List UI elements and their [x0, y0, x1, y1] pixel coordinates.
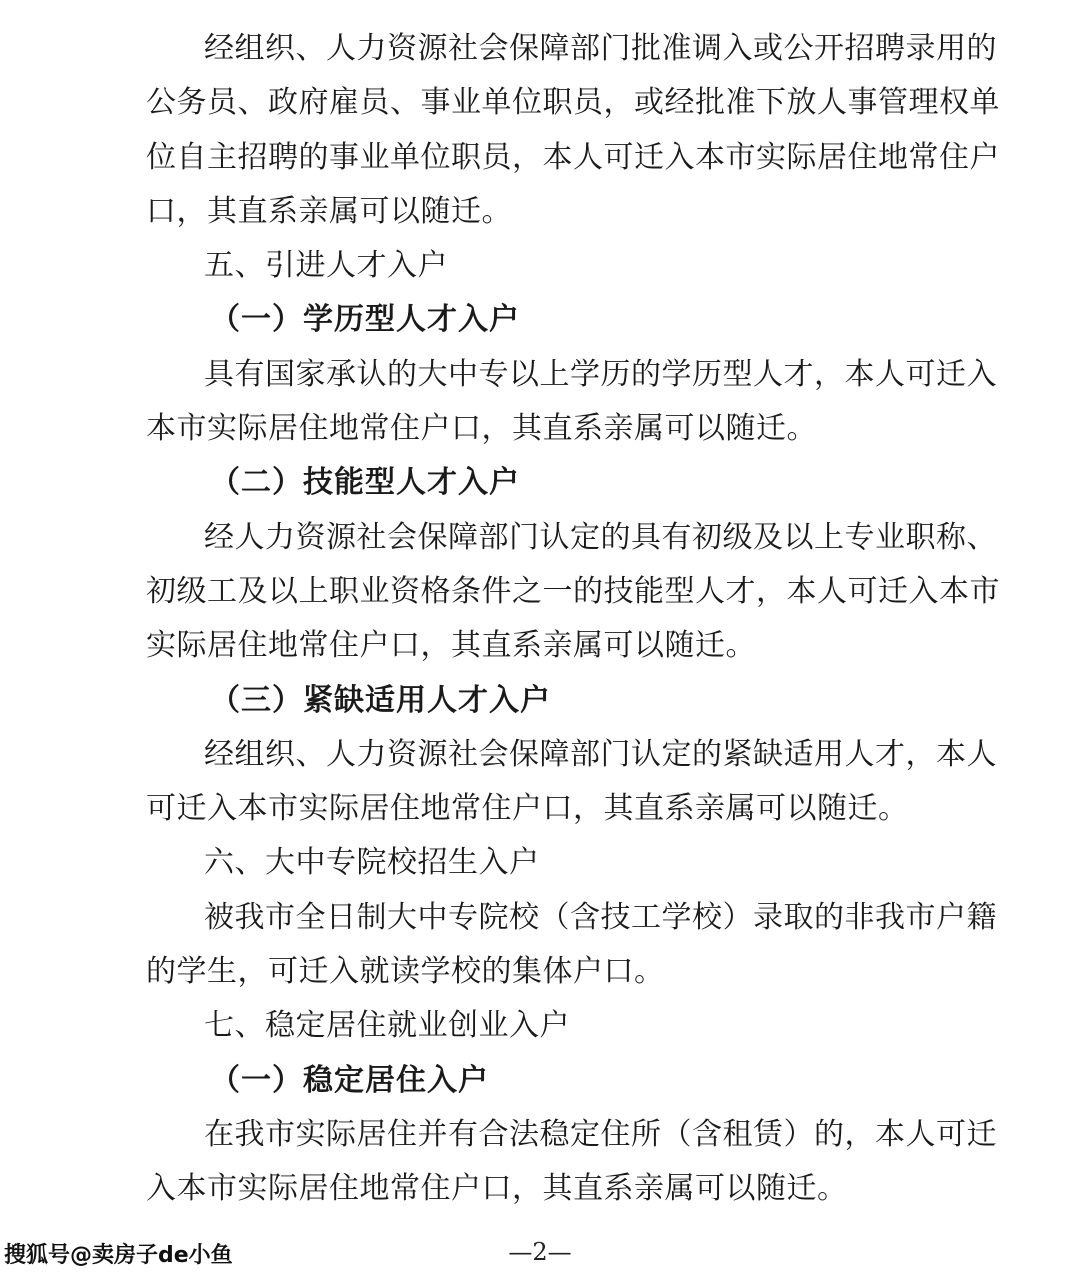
paragraph-line: 经组织、人力资源社会保障部门批准调入或公开招聘录用的 — [204, 31, 997, 66]
paragraph-line: 可迁入本市实际居住地常住户口，其直系亲属可以随迁。 — [146, 791, 909, 827]
paragraph-line: 入本市实际居住地常住户口，其直系亲属可以随迁。 — [146, 1171, 848, 1207]
paragraph-line: 本市实际居住地常住户口，其直系亲属可以随迁。 — [146, 411, 817, 447]
paragraph-line: 经组织、人力资源社会保障部门认定的紧缺适用人才，本人 — [204, 736, 997, 772]
subsection-heading: （三）紧缺适用人才入户 — [210, 682, 551, 718]
paragraph-line: 初级工及以上职业资格条件之一的技能型人才，本人可迁入本市 — [146, 573, 1000, 609]
page-number: —2— — [508, 1238, 572, 1266]
paragraph-line: 口，其直系亲属可以随迁。 — [146, 193, 512, 229]
document-page — [146, 22, 1000, 1217]
paragraph-line: 公务员、政府雇员、事业单位职员，或经批准下放人事管理权单 — [146, 85, 1000, 121]
subsection-heading: （一）稳定居住入户 — [210, 1062, 489, 1098]
section-heading: 六、大中专院校招生入户 — [204, 845, 540, 881]
paragraph-line: 被我市全日制大中专院校（含技工学校）录取的非我市户籍 — [204, 899, 997, 935]
section-heading: 五、引进人才入户 — [204, 248, 448, 284]
subsection-heading: （一）学历型人才入户 — [210, 302, 520, 338]
section-heading: 七、稳定居住就业创业入户 — [204, 1008, 570, 1044]
paragraph-line: 的学生，可迁入就读学校的集体户口。 — [146, 954, 665, 990]
paragraph-line: 位自主招聘的事业单位职员，本人可迁入本市实际居住地常住户 — [146, 139, 1000, 175]
paragraph-line: 经人力资源社会保障部门认定的具有初级及以上专业职称、 — [204, 519, 997, 555]
paragraph-line: 在我市实际居住并有合法稳定住所（含租赁）的，本人可迁 — [204, 1116, 997, 1152]
paragraph-line: 具有国家承认的大中专以上学历的学历型人才，本人可迁入 — [204, 356, 997, 392]
source-watermark: 搜狐号@卖房子de小鱼 — [4, 1243, 233, 1268]
subsection-heading: （二）技能型人才入户 — [210, 465, 520, 501]
paragraph-line: 实际居住地常住户口，其直系亲属可以随迁。 — [146, 628, 756, 664]
